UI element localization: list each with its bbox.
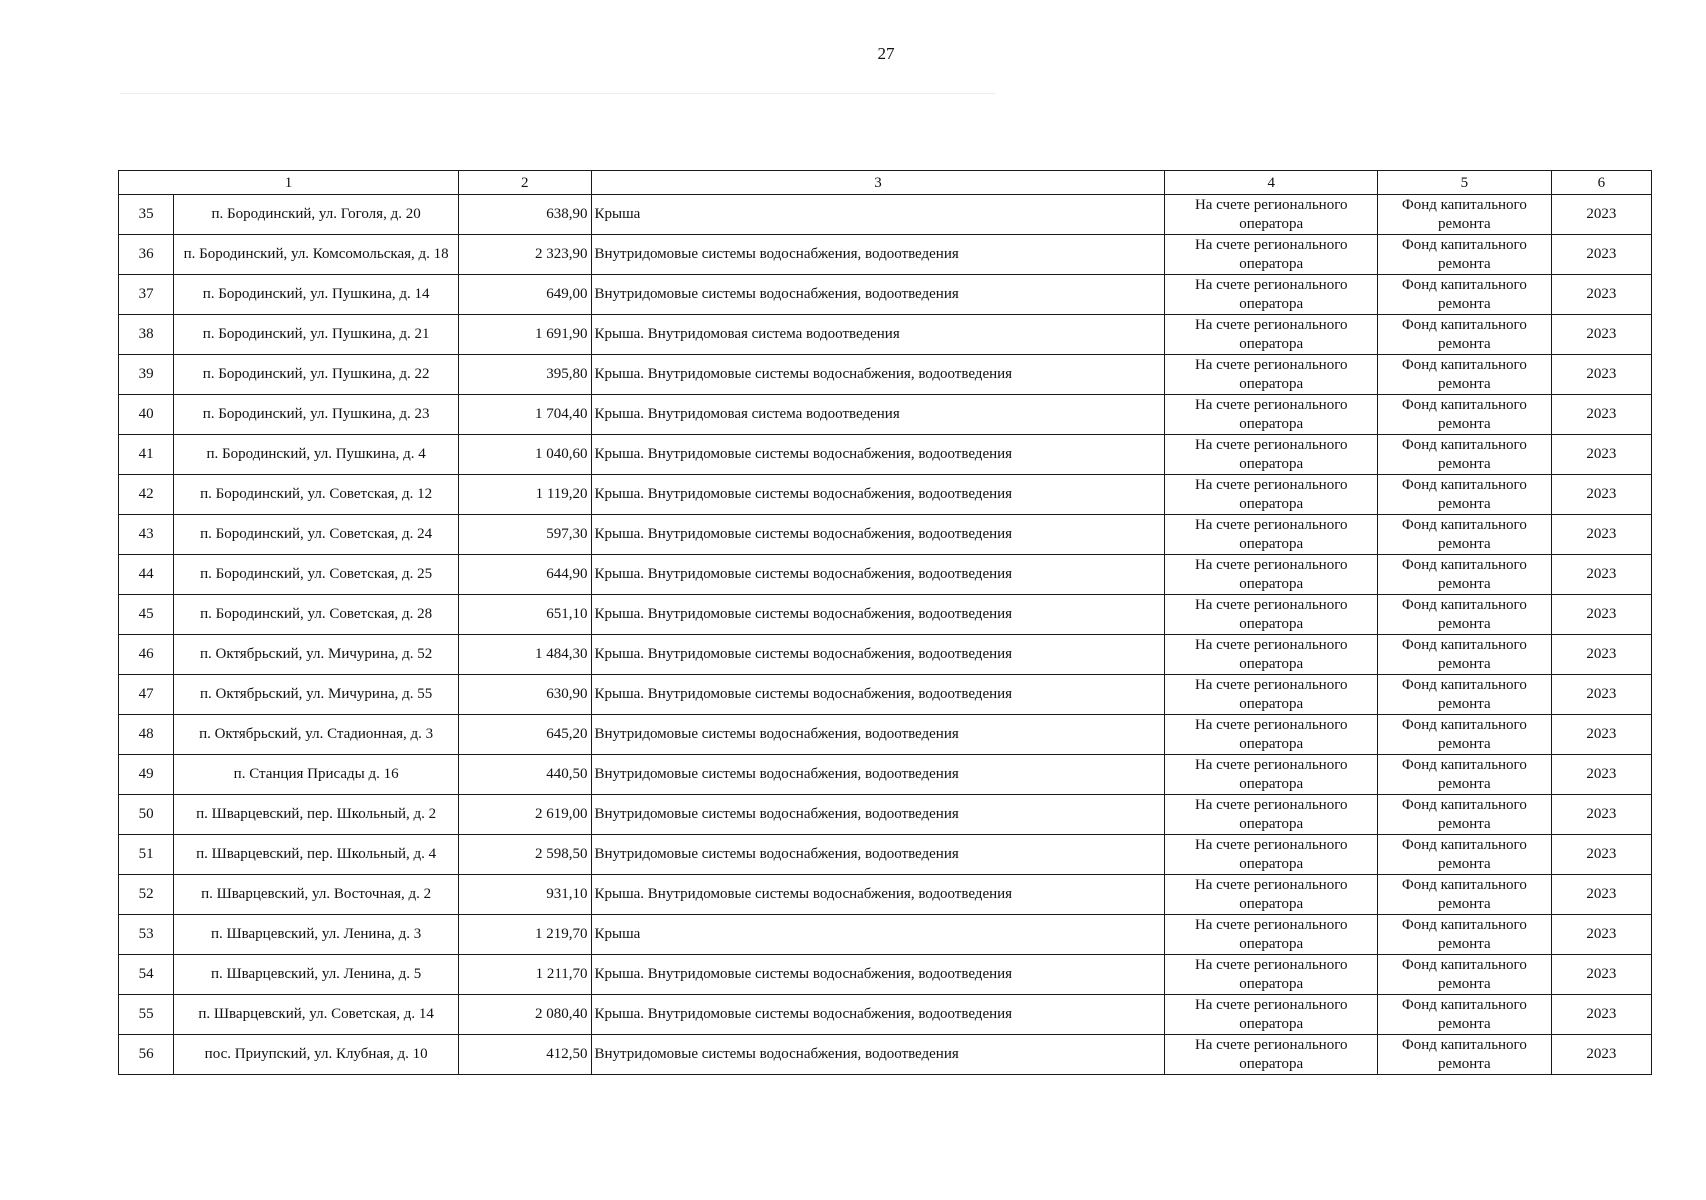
row-number: 37 (119, 275, 174, 315)
table-row (119, 835, 1652, 875)
fund-cell: Фонд капитального ремонта (1378, 915, 1552, 955)
header-col-6: 6 (1551, 171, 1651, 195)
area-cell: 630,90 (459, 675, 591, 715)
year-cell: 2023 (1551, 515, 1651, 555)
address-cell: п. Шварцевский, пер. Школьный, д. 2 (174, 795, 459, 835)
address-cell: п. Бородинский, ул. Советская, д. 25 (174, 555, 459, 595)
year-cell: 2023 (1551, 555, 1651, 595)
address-cell: п. Бородинский, ул. Советская, д. 24 (174, 515, 459, 555)
works-cell: Внутридомовые системы водоснабжения, водоотведения (591, 715, 1165, 755)
row-number: 41 (119, 435, 174, 475)
table-row (119, 315, 1652, 355)
account-cell: На счете регионального оператора (1165, 795, 1378, 835)
account-cell: На счете регионального оператора (1165, 995, 1378, 1035)
table-row (119, 755, 1652, 795)
year-cell: 2023 (1551, 195, 1651, 235)
works-cell: Крыша. Внутридомовые системы водоснабжения, водоотведения (591, 435, 1165, 475)
address-cell: п. Шварцевский, ул. Восточная, д. 2 (174, 875, 459, 915)
area-cell: 395,80 (459, 355, 591, 395)
fund-cell: Фонд капитального ремонта (1378, 875, 1552, 915)
works-cell: Крыша. Внутридомовые системы водоснабжения, водоотведения (591, 475, 1165, 515)
fund-cell: Фонд капитального ремонта (1378, 835, 1552, 875)
works-cell: Внутридомовые системы водоснабжения, водоотведения (591, 795, 1165, 835)
address-cell: п. Бородинский, ул. Советская, д. 12 (174, 475, 459, 515)
table-row (119, 635, 1652, 675)
account-cell: На счете регионального оператора (1165, 235, 1378, 275)
year-cell: 2023 (1551, 315, 1651, 355)
area-cell: 412,50 (459, 1035, 591, 1075)
address-cell: пос. Приупский, ул. Клубная, д. 10 (174, 1035, 459, 1075)
row-number: 46 (119, 635, 174, 675)
year-cell: 2023 (1551, 395, 1651, 435)
address-cell: п. Бородинский, ул. Советская, д. 28 (174, 595, 459, 635)
year-cell: 2023 (1551, 875, 1651, 915)
row-number: 49 (119, 755, 174, 795)
table-row (119, 435, 1652, 475)
row-number: 44 (119, 555, 174, 595)
area-cell: 1 040,60 (459, 435, 591, 475)
works-cell: Внутридомовые системы водоснабжения, водоотведения (591, 235, 1165, 275)
table-row (119, 275, 1652, 315)
area-cell: 440,50 (459, 755, 591, 795)
fund-cell: Фонд капитального ремонта (1378, 595, 1552, 635)
row-number: 39 (119, 355, 174, 395)
fund-cell: Фонд капитального ремонта (1378, 715, 1552, 755)
header-col-4: 4 (1165, 171, 1378, 195)
area-cell: 651,10 (459, 595, 591, 635)
year-cell: 2023 (1551, 715, 1651, 755)
table-row (119, 235, 1652, 275)
account-cell: На счете регионального оператора (1165, 755, 1378, 795)
table-row (119, 355, 1652, 395)
account-cell: На счете регионального оператора (1165, 835, 1378, 875)
year-cell: 2023 (1551, 1035, 1651, 1075)
table-row (119, 795, 1652, 835)
account-cell: На счете регионального оператора (1165, 915, 1378, 955)
works-cell: Крыша. Внутридомовые системы водоснабжения, водоотведения (591, 955, 1165, 995)
year-cell: 2023 (1551, 355, 1651, 395)
address-cell: п. Бородинский, ул. Пушкина, д. 22 (174, 355, 459, 395)
area-cell: 649,00 (459, 275, 591, 315)
table-body (119, 195, 1652, 1075)
area-cell: 2 323,90 (459, 235, 591, 275)
header-col-3: 3 (591, 171, 1165, 195)
works-cell: Внутридомовые системы водоснабжения, водоотведения (591, 835, 1165, 875)
area-cell: 1 704,40 (459, 395, 591, 435)
account-cell: На счете регионального оператора (1165, 195, 1378, 235)
fund-cell: Фонд капитального ремонта (1378, 675, 1552, 715)
address-cell: п. Бородинский, ул. Пушкина, д. 21 (174, 315, 459, 355)
account-cell: На счете регионального оператора (1165, 395, 1378, 435)
row-number: 50 (119, 795, 174, 835)
table-row (119, 875, 1652, 915)
works-cell: Крыша. Внутридомовые системы водоснабжения, водоотведения (591, 515, 1165, 555)
row-number: 35 (119, 195, 174, 235)
account-cell: На счете регионального оператора (1165, 635, 1378, 675)
fund-cell: Фонд капитального ремонта (1378, 995, 1552, 1035)
area-cell: 1 691,90 (459, 315, 591, 355)
works-cell: Крыша. Внутридомовые системы водоснабжения, водоотведения (591, 355, 1165, 395)
works-cell: Внутридомовые системы водоснабжения, водоотведения (591, 275, 1165, 315)
row-number: 52 (119, 875, 174, 915)
year-cell: 2023 (1551, 675, 1651, 715)
row-number: 36 (119, 235, 174, 275)
fund-cell: Фонд капитального ремонта (1378, 635, 1552, 675)
account-cell: На счете регионального оператора (1165, 675, 1378, 715)
area-cell: 2 598,50 (459, 835, 591, 875)
year-cell: 2023 (1551, 275, 1651, 315)
fund-cell: Фонд капитального ремонта (1378, 315, 1552, 355)
table-row (119, 915, 1652, 955)
year-cell: 2023 (1551, 595, 1651, 635)
address-cell: п. Бородинский, ул. Пушкина, д. 4 (174, 435, 459, 475)
account-cell: На счете регионального оператора (1165, 875, 1378, 915)
year-cell: 2023 (1551, 915, 1651, 955)
address-cell: п. Октябрьский, ул. Мичурина, д. 52 (174, 635, 459, 675)
fund-cell: Фонд капитального ремонта (1378, 355, 1552, 395)
year-cell: 2023 (1551, 435, 1651, 475)
address-cell: п. Октябрьский, ул. Мичурина, д. 55 (174, 675, 459, 715)
address-cell: п. Бородинский, ул. Комсомольская, д. 18 (174, 235, 459, 275)
address-cell: п. Шварцевский, ул. Ленина, д. 5 (174, 955, 459, 995)
year-cell: 2023 (1551, 955, 1651, 995)
account-cell: На счете регионального оператора (1165, 475, 1378, 515)
fund-cell: Фонд капитального ремонта (1378, 755, 1552, 795)
row-number: 55 (119, 995, 174, 1035)
fund-cell: Фонд капитального ремонта (1378, 555, 1552, 595)
works-cell: Крыша. Внутридомовые системы водоснабжения, водоотведения (591, 595, 1165, 635)
table-row (119, 595, 1652, 635)
page-number: 27 (877, 44, 895, 63)
table-row (119, 995, 1652, 1035)
works-cell: Крыша (591, 195, 1165, 235)
header-col-5: 5 (1378, 171, 1552, 195)
works-cell: Крыша. Внутридомовые системы водоснабжения, водоотведения (591, 675, 1165, 715)
table-row (119, 195, 1652, 235)
account-cell: На счете регионального оператора (1165, 715, 1378, 755)
account-cell: На счете регионального оператора (1165, 275, 1378, 315)
header-col-1: 1 (119, 171, 459, 195)
table-row (119, 715, 1652, 755)
account-cell: На счете регионального оператора (1165, 515, 1378, 555)
table-row (119, 395, 1652, 435)
address-cell: п. Бородинский, ул. Пушкина, д. 14 (174, 275, 459, 315)
scan-artifact-line (120, 93, 995, 94)
account-cell: На счете регионального оператора (1165, 955, 1378, 995)
table-row (119, 515, 1652, 555)
fund-cell: Фонд капитального ремонта (1378, 795, 1552, 835)
address-cell: п. Бородинский, ул. Гоголя, д. 20 (174, 195, 459, 235)
fund-cell: Фонд капитального ремонта (1378, 955, 1552, 995)
year-cell: 2023 (1551, 475, 1651, 515)
fund-cell: Фонд капитального ремонта (1378, 195, 1552, 235)
row-number: 53 (119, 915, 174, 955)
area-cell: 638,90 (459, 195, 591, 235)
row-number: 40 (119, 395, 174, 435)
works-cell: Крыша (591, 915, 1165, 955)
fund-cell: Фонд капитального ремонта (1378, 475, 1552, 515)
row-number: 56 (119, 1035, 174, 1075)
address-cell: п. Шварцевский, пер. Школьный, д. 4 (174, 835, 459, 875)
year-cell: 2023 (1551, 995, 1651, 1035)
fund-cell: Фонд капитального ремонта (1378, 235, 1552, 275)
table-row (119, 475, 1652, 515)
works-cell: Внутридомовые системы водоснабжения, водоотведения (591, 755, 1165, 795)
row-number: 47 (119, 675, 174, 715)
fund-cell: Фонд капитального ремонта (1378, 275, 1552, 315)
row-number: 48 (119, 715, 174, 755)
area-cell: 1 484,30 (459, 635, 591, 675)
year-cell: 2023 (1551, 755, 1651, 795)
row-number: 38 (119, 315, 174, 355)
table-row (119, 1035, 1652, 1075)
year-cell: 2023 (1551, 235, 1651, 275)
fund-cell: Фонд капитального ремонта (1378, 435, 1552, 475)
repair-program-table (118, 170, 1652, 1075)
row-number: 43 (119, 515, 174, 555)
area-cell: 1 119,20 (459, 475, 591, 515)
account-cell: На счете регионального оператора (1165, 595, 1378, 635)
works-cell: Крыша. Внутридомовая система водоотведения (591, 395, 1165, 435)
works-cell: Крыша. Внутридомовая система водоотведения (591, 315, 1165, 355)
address-cell: п. Шварцевский, ул. Ленина, д. 3 (174, 915, 459, 955)
works-cell: Крыша. Внутридомовые системы водоснабжения, водоотведения (591, 875, 1165, 915)
fund-cell: Фонд капитального ремонта (1378, 1035, 1552, 1075)
works-cell: Крыша. Внутридомовые системы водоснабжения, водоотведения (591, 635, 1165, 675)
table-row (119, 675, 1652, 715)
works-cell: Крыша. Внутридомовые системы водоснабжения, водоотведения (591, 995, 1165, 1035)
area-cell: 644,90 (459, 555, 591, 595)
area-cell: 597,30 (459, 515, 591, 555)
address-cell: п. Октябрьский, ул. Стадионная, д. 3 (174, 715, 459, 755)
account-cell: На счете регионального оператора (1165, 315, 1378, 355)
area-cell: 1 211,70 (459, 955, 591, 995)
table-row (119, 955, 1652, 995)
year-cell: 2023 (1551, 835, 1651, 875)
area-cell: 931,10 (459, 875, 591, 915)
area-cell: 645,20 (459, 715, 591, 755)
account-cell: На счете регионального оператора (1165, 555, 1378, 595)
area-cell: 2 080,40 (459, 995, 591, 1035)
area-cell: 2 619,00 (459, 795, 591, 835)
year-cell: 2023 (1551, 635, 1651, 675)
account-cell: На счете регионального оператора (1165, 1035, 1378, 1075)
row-number: 54 (119, 955, 174, 995)
address-cell: п. Станция Присады д. 16 (174, 755, 459, 795)
header-col-2: 2 (459, 171, 591, 195)
fund-cell: Фонд капитального ремонта (1378, 515, 1552, 555)
table-row (119, 555, 1652, 595)
address-cell: п. Бородинский, ул. Пушкина, д. 23 (174, 395, 459, 435)
row-number: 42 (119, 475, 174, 515)
area-cell: 1 219,70 (459, 915, 591, 955)
row-number: 45 (119, 595, 174, 635)
account-cell: На счете регионального оператора (1165, 435, 1378, 475)
works-cell: Внутридомовые системы водоснабжения, водоотведения (591, 1035, 1165, 1075)
row-number: 51 (119, 835, 174, 875)
year-cell: 2023 (1551, 795, 1651, 835)
account-cell: На счете регионального оператора (1165, 355, 1378, 395)
works-cell: Крыша. Внутридомовые системы водоснабжения, водоотведения (591, 555, 1165, 595)
address-cell: п. Шварцевский, ул. Советская, д. 14 (174, 995, 459, 1035)
table-header-row (119, 171, 1652, 195)
fund-cell: Фонд капитального ремонта (1378, 395, 1552, 435)
